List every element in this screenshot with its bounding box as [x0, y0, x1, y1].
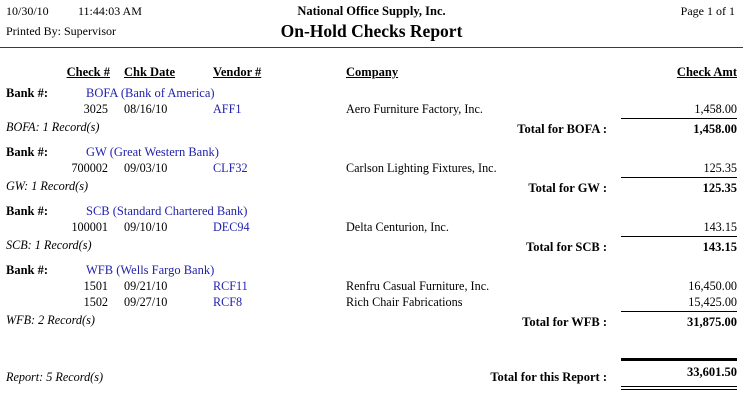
column-header-company: Company [346, 65, 399, 79]
section-record-count: GW: 1 Record(s) [6, 179, 89, 193]
print-date: 10/30/10 [6, 4, 49, 18]
report-header [0, 0, 743, 44]
check-number: 1502 [83, 295, 108, 309]
bank-number-label: Bank #: [6, 86, 49, 100]
vendor-number-link[interactable]: CLF32 [213, 161, 248, 175]
report-title: On-Hold Checks Report [280, 21, 463, 41]
bank-name-link[interactable]: WFB (Wells Fargo Bank) [86, 263, 215, 277]
company-cell: Carlson Lighting Fixtures, Inc. [346, 161, 497, 175]
check-amount: 143.15 [703, 220, 737, 234]
vendor-number-link[interactable]: RCF8 [213, 295, 243, 309]
check-number: 1501 [83, 279, 108, 293]
column-header-date: Chk Date [124, 65, 176, 79]
company-name: National Office Supply, Inc. [297, 4, 446, 18]
check-date: 09/03/10 [124, 161, 168, 175]
print-time: 11:44:03 AM [78, 4, 142, 18]
column-header-amount: Check Amt [676, 65, 737, 79]
check-row [0, 279, 743, 295]
section-record-count: WFB: 2 Record(s) [6, 313, 95, 327]
bank-name-link[interactable]: SCB (Standard Chartered Bank) [86, 204, 248, 218]
bank-name-link[interactable]: BOFA (Bank of America) [86, 86, 215, 100]
check-date: 09/21/10 [124, 279, 168, 293]
page-number: Page 1 of 1 [680, 4, 735, 18]
column-header-check: Check # [66, 65, 110, 79]
bank-name-link[interactable]: GW (Great Western Bank) [86, 145, 219, 159]
section-total-amount: 125.35 [621, 177, 737, 196]
section-record-count: SCB: 1 Record(s) [6, 238, 92, 252]
section-total-label: Total for WFB : [522, 315, 607, 329]
column-header-vendor: Vendor # [213, 65, 262, 79]
bank-section-gw [0, 145, 743, 201]
check-amount: 16,450.00 [688, 279, 737, 293]
company-cell: Rich Chair Fabrications [346, 295, 463, 309]
report-total-amount: 33,601.50 [621, 358, 737, 390]
bank-number-label: Bank #: [6, 204, 49, 218]
column-headers [0, 65, 743, 83]
section-total-label: Total for GW : [528, 181, 607, 195]
bank-number-label: Bank #: [6, 145, 49, 159]
section-total-amount: 1,458.00 [621, 118, 737, 137]
check-number: 700002 [71, 161, 108, 175]
company-cell: Aero Furniture Factory, Inc. [346, 102, 483, 116]
check-number: 3025 [83, 102, 108, 116]
printed-by: Printed By: Supervisor [6, 24, 116, 38]
check-amount: 15,425.00 [688, 295, 737, 309]
company-cell: Delta Centurion, Inc. [346, 220, 449, 234]
vendor-number-link[interactable]: AFF1 [213, 102, 242, 116]
section-total-label: Total for SCB : [526, 240, 607, 254]
check-row [0, 102, 743, 118]
check-amount: 125.35 [703, 161, 737, 175]
section-total-label: Total for BOFA : [517, 122, 607, 136]
section-total-amount: 143.15 [621, 236, 737, 255]
report-record-count: Report: 5 Record(s) [6, 370, 104, 384]
bank-section-wfb [0, 263, 743, 335]
vendor-number-link[interactable]: DEC94 [213, 220, 250, 234]
check-date: 08/16/10 [124, 102, 168, 116]
report-total-section [0, 358, 743, 390]
header-divider [0, 47, 743, 48]
check-date: 09/10/10 [124, 220, 168, 234]
section-total-amount: 31,875.00 [621, 311, 737, 330]
bank-section-bofa [0, 86, 743, 142]
report-total-label: Total for this Report : [490, 370, 607, 384]
vendor-number-link[interactable]: RCF11 [213, 279, 248, 293]
bank-number-label: Bank #: [6, 263, 49, 277]
section-record-count: BOFA: 1 Record(s) [6, 120, 100, 134]
check-row [0, 161, 743, 177]
check-amount: 1,458.00 [694, 102, 737, 116]
check-number: 100001 [71, 220, 108, 234]
check-row [0, 295, 743, 311]
bank-section-scb [0, 204, 743, 260]
company-cell: Renfru Casual Furniture, Inc. [346, 279, 490, 293]
check-date: 09/27/10 [124, 295, 168, 309]
check-row [0, 220, 743, 236]
